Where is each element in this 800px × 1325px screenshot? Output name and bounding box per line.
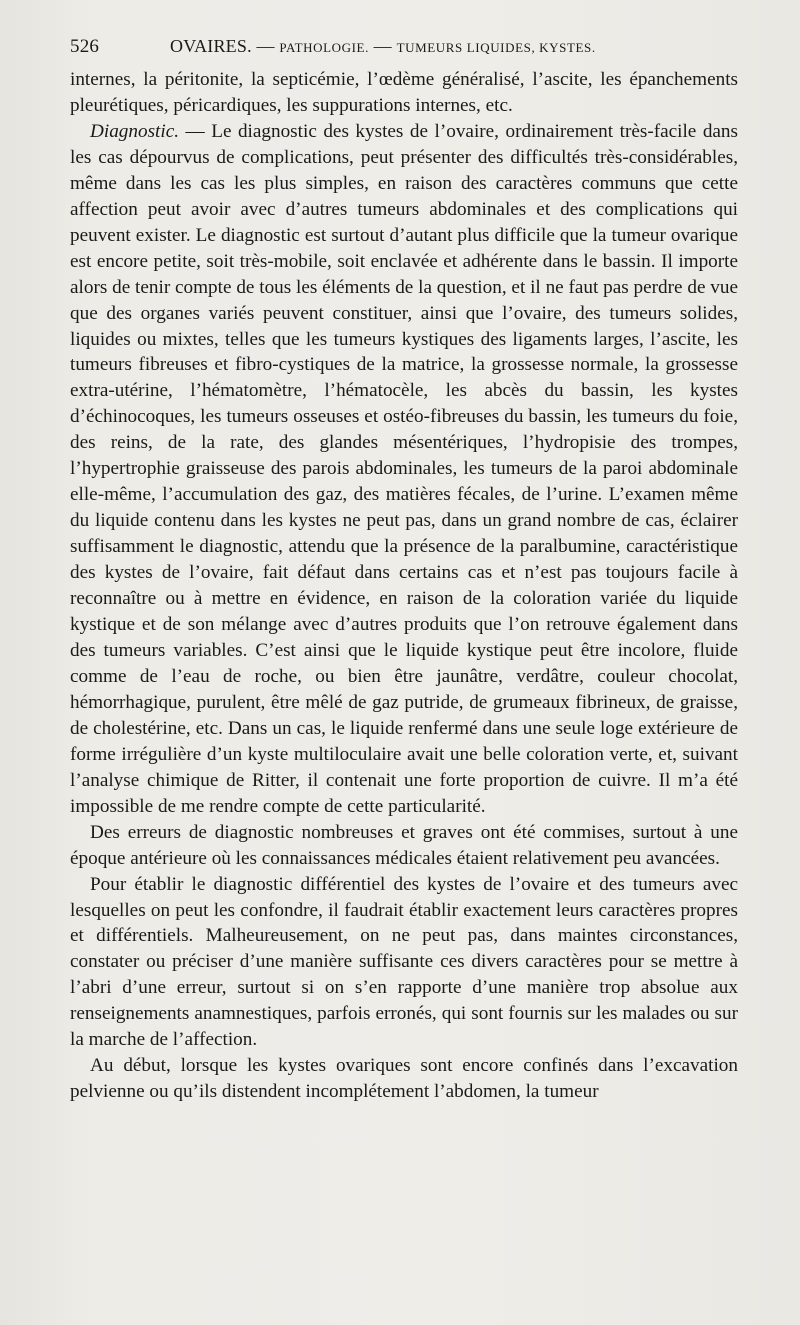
paragraph-text: — Le diagnostic des kystes de l’ovaire, ordinairement très-facile dans les cas dépourvus de complications, peut présenter des difficultés très-considérables, même dans les cas les plus simples, en raison des caractères communs que cette affection peut avoir avec d’autres tumeurs abdominales et des complications qui peuvent exister. Le diagnostic est surtout d’autant plus difficile que la tumeur ovarique est encore petite, soit très-mobile, soit enclavée et adhérente dans le bassin. Il importe alors de tenir compte de tous les éléments de la question, et il ne faut pas perdre de vue que des organes variés peuvent constituer, ainsi que l’ovaire, des tumeurs solides, liquides ou mixtes, telles que les tumeurs kystiques des ligaments larges, l’ascite, les tumeurs fibreuses et fibro-cystiques de la matrice, la grossesse normale, la grossesse extra-utérine, l’hématomètre, l’hématocèle, les abcès du bassin, les kystes d’échinocoques, les tumeurs osseuses et ostéo-fibreuses du bassin, les tumeurs du foie, des reins, de la rate, des glandes mésentériques, l’hydropisie des trompes, l’hypertrophie graisseuse des parois abdominales, les tumeurs de la paroi abdominale elle-même, l’accumulation des gaz, des matières fécales, de l’urine. L’examen même du liquide contenu dans les kystes ne peut pas, dans un grand nombre de cas, éclairer suffisamment le diagnostic, attendu que la présence de la paralbumine, caractéristique des kystes de l’ovaire, fait défaut dans certains cas et n’est pas toujours facile à reconnaître ou à mettre en évidence, en raison de la coloration variée du liquide kystique et de son mélange avec d’autres produits que l’on retrouve également dans des tumeurs variables. C’est ainsi que le liquide kystique peut être incolore, fluide comme de l’eau de roche, ou bien être jaunâtre, verdâtre, couleur chocolat, hémorrhagique, purulent, être mêlé de gaz putride, de grumeaux fibrineux, de graisse, de cholestérine, etc. Dans un cas, le liquide renfermé dans une seule loge extérieure de forme irrégulière d’un kyste multiloculaire avait une belle coloration verte, et, suivant l’analyse chimique de Ritter, il contenait une forte proportion de cuivre. Il m’a été impossible de me rendre compte de cette particularité.	[70, 120, 738, 817]
running-subtitle-cysts: TUMEURS LIQUIDES, KYSTES.	[396, 40, 596, 55]
running-separator: —	[368, 36, 397, 56]
body-text	[70, 67, 738, 1105]
running-title	[170, 36, 596, 57]
paragraph-text: Au début, lorsque les kystes ovariques sont encore confinés dans l’excavation pelvienne ou qu’ils distendent incomplétement l’abdomen, la tumeur	[70, 1055, 738, 1103]
running-header	[70, 36, 770, 62]
paragraph-errors	[70, 820, 738, 872]
paragraph-differential	[70, 872, 738, 1054]
paragraph-diagnostic	[70, 119, 738, 820]
paragraph-lead-heading: Diagnostic.	[90, 120, 180, 142]
running-separator: —	[251, 36, 280, 56]
paragraph-text: Pour établir le diagnostic différentiel des kystes de l’ovaire et des tumeurs avec lesquelles on peut les confondre, il faudrait établir exactement leurs caractères propres et différentiels. Malheureusement, on ne peut pas, dans maintes circonstances, constater ou préciser d’une manière suffisante ces divers caractères pour se mettre à l’abri d’une erreur, surtout si on s’en rapporte d’une manière trop absolue aux renseignements anamnestiques, parfois erronés, qui sont fournis sur les malades ou sur la marche de l’affection.	[70, 873, 738, 1051]
paragraph-text: internes, la péritonite, la septicémie, l’œdème généralisé, l’ascite, les épanchements pleurétiques, péricardiques, les suppurations internes, etc.	[70, 69, 738, 116]
running-subtitle-pathology: PATHOLOGIE.	[279, 40, 369, 55]
paragraph-onset	[70, 1053, 738, 1105]
page-number: 526	[70, 36, 100, 57]
paragraph-text: Des erreurs de diagnostic nombreuses et graves ont été commises, surtout à une époque antérieure où les connaissances médicales étaient relativement peu avancées.	[70, 821, 738, 869]
running-section: OVAIRES.	[170, 36, 252, 56]
paragraph-continuation	[70, 67, 738, 119]
